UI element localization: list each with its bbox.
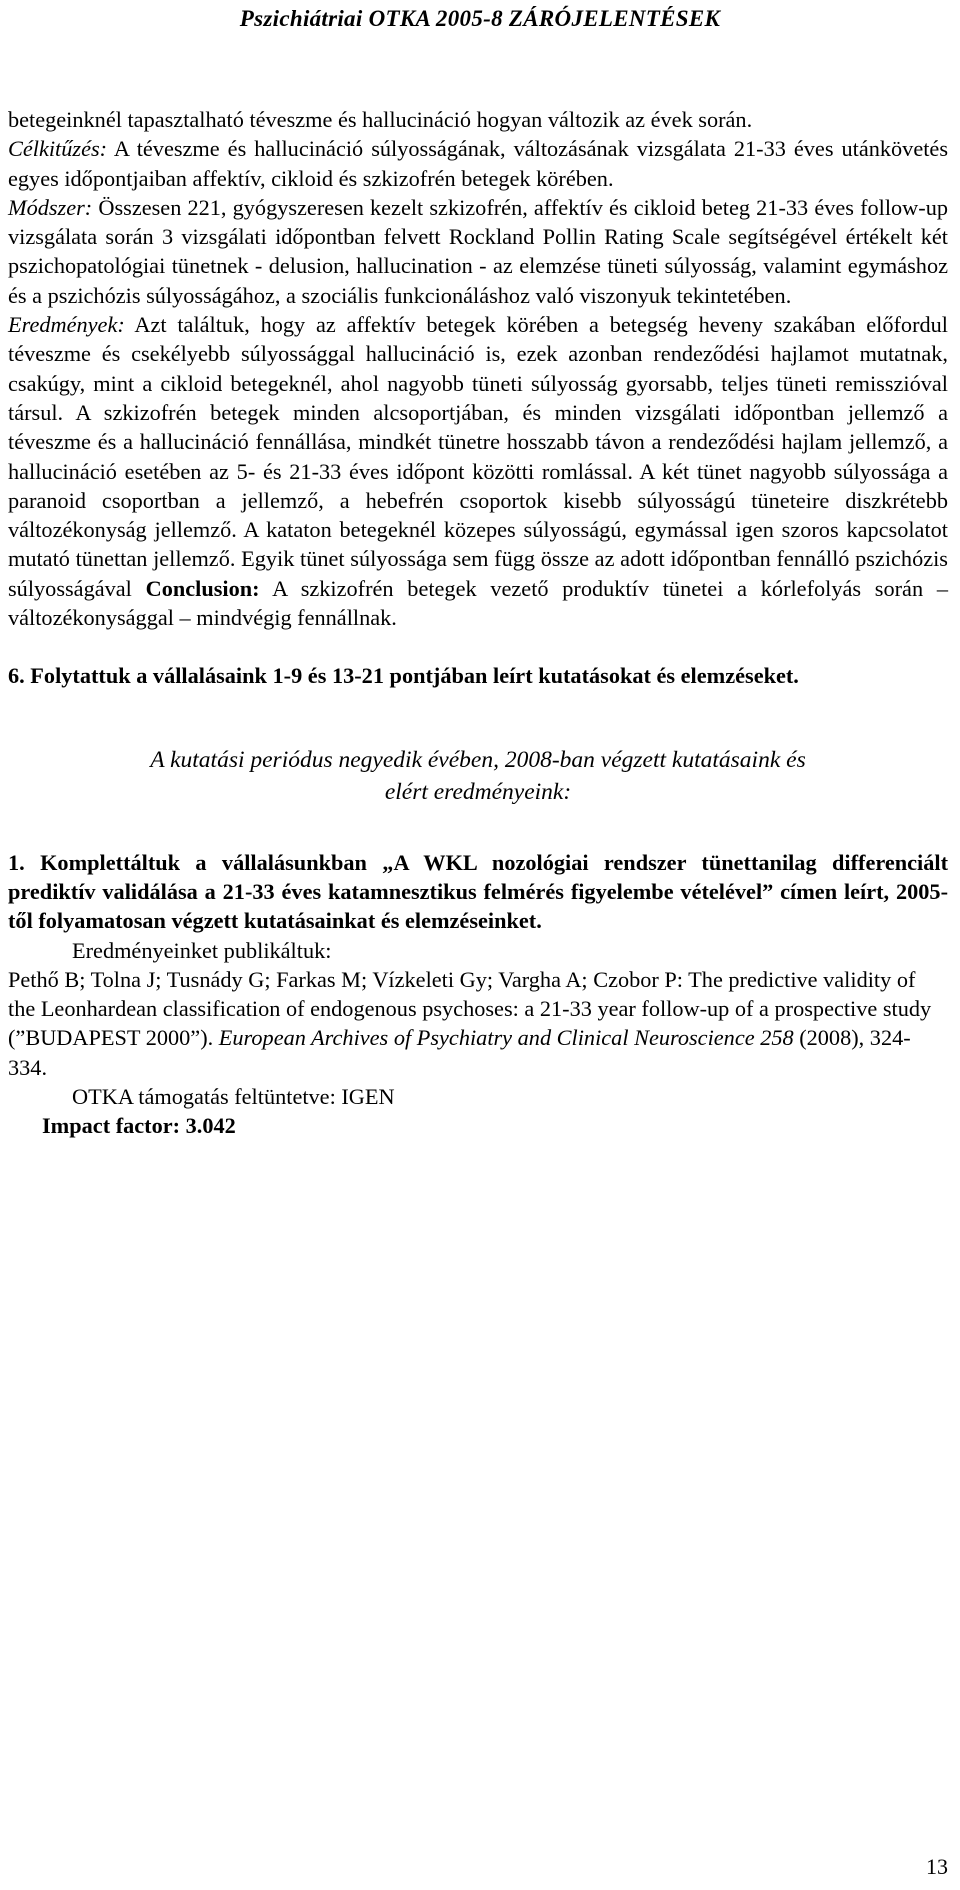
period-heading-line2: elért eredményeink: [384, 778, 572, 805]
citation-authors: Pethő B; Tolna J; Tusnády G; Farkas M; Vízkeleti Gy; Vargha A; Czobor P: The predictive validity of the Leonhardean classification of endogenous psychoses: a 21-33 year follow-up of a prospective study (”BUDAPEST 2000”). [8, 966, 932, 1051]
method-label: Módszer: [8, 194, 93, 220]
page-number: 13 [926, 1854, 948, 1879]
aim-label: Célkitűzés: [8, 136, 108, 162]
citation-journal: European Archives of Psychiatry and Clinical Neuroscience 258 [218, 1025, 794, 1051]
section-6-heading: 6. Folytattuk a vállalásaink 1-9 és 13-21 pontjában leírt kutatásokat és elemzéseket. [8, 663, 799, 689]
abstract-aim [8, 134, 948, 193]
running-header: Pszichiátriai OTKA 2005-8 ZÁRÓJELENTÉSEK [239, 6, 721, 31]
page-body [8, 105, 948, 1141]
published-label: Eredményeinket publikáltuk: [72, 937, 332, 963]
abstract-intro: betegeinknél tapasztalható téveszme és hallucináció hogyan változik az évek során. [8, 107, 753, 132]
results-label: Eredmények: [8, 312, 125, 338]
otka-support-line: OTKA támogatás feltüntetve: IGEN [72, 1084, 395, 1110]
period-heading-line1: A kutatási periódus negyedik évében, 2008-ban végzett kutatásaink és [150, 746, 806, 773]
conclusion-text: A szkizofrén betegek vezető produktív tünetei a kórlefolyás során – változékonysággal – mindvégig fennállnak. [8, 575, 948, 631]
abstract-method [8, 193, 948, 310]
section-1-heading: 1. Komplettáltuk a vállalásunkban „A WKL nozológiai rendszer tünettanilag differenciált prediktív validálása a 21-33 éves katamnesztikus felmérés figyelembe vételével” címen leírt, 2005-től folyamatosan végzett kutatásainkat és elemzéseinket. [8, 849, 948, 934]
conclusion-label: Conclusion: [145, 575, 260, 601]
citation-pages: (2008), 324-334. [8, 1025, 911, 1080]
aim-text: A téveszme és hallucináció súlyosságának, változásának vizsgálata 21-33 éves utánkövetés egyes időpontjaiban affektív, cikloid és szkizofrén betegek körében. [8, 136, 948, 191]
citation [8, 965, 948, 1082]
abstract-results [8, 310, 948, 632]
period-heading [8, 744, 948, 808]
impact-factor: Impact factor: 3.042 [42, 1113, 236, 1139]
results-text: Azt találtuk, hogy az affektív betegek körében a betegség heveny szakában előfordul téveszme és csekélyebb súlyossággal hallucináció is, ezek azonban rendeződési hajlamot mutatnak, csakúgy, mint a cikloid betegeknél, ahol nagyobb tüneti súlyosság gyorsabb, teljes tüneti remisszióval társul. A szkizofrén betegek minden alcsoportjában, és minden vizsgálati időpontban jellemző a téveszme és a hallucináció fennállása, mindkét tünetre hosszabb távon a rendeződési hajlam jellemző, a hallucináció esetében az 5- és 21-33 éves időpont közötti romlással. A két tünet nagyobb súlyossága a paranoid csoportban a jellemző, a hebefrén csoportok kisebb súlyosságú tüneteire diszkrétebb változékonyság jellemző. A kataton betegeknél közepes súlyosságú, egymással igen szoros kapcsolatot mutató tünettan jellemző. Egyik tünet súlyossága sem függ össze az adott időpontban fennálló pszichózis súlyosságával [8, 312, 948, 601]
method-text: Összesen 221, gyógyszeresen kezelt szkizofrén, affektív és cikloid beteg 21-33 éves follow-up vizsgálata során 3 vizsgálati időpontban felvett Rockland Pollin Rating Scale segítségével értékelt két pszichopatológiai tünetnek - delusion, hallucination - az elemzése tüneti súlyosság, valamint egymáshoz és a pszichózis súlyosságához, a szociális funkcionáláshoz való viszonyuk tekintetében. [8, 194, 948, 308]
